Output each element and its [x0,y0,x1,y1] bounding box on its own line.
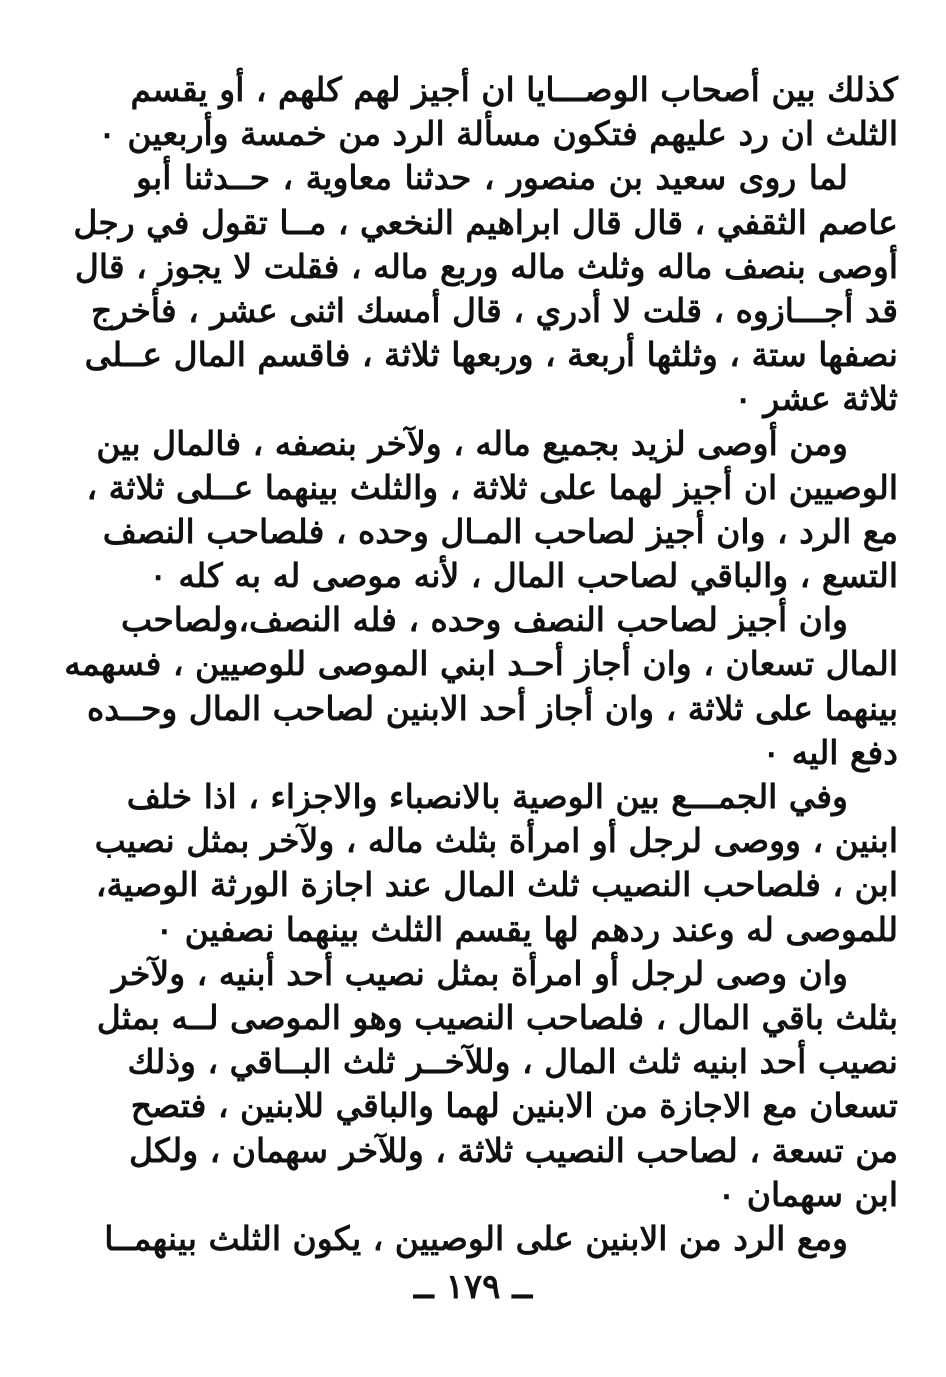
text-line: لما روى سعيد بن منصور ، حدثنا معاوية ، حــدثنا أبو [136,158,848,198]
text-line: الثلث ان رد عليهم فتكون مسألة الرد من خمسة وأربعين ٠ [98,114,898,154]
text-line: ثلاثة عشر ٠ [734,379,898,419]
text-line: ابن سهمان ٠ [717,1174,898,1214]
body-text [64,68,898,1261]
text-line: نصيب أحد ابنيه ثلث المال ، وللآخــر ثلث البــاقي ، وذلك [127,1042,898,1082]
text-line: ابن ، فلصاحب النصيب ثلث المال عند اجازة الورثة الوصية، [95,865,898,905]
text-line: من تسعة ، لصاحب النصيب ثلاثة ، وللآخر سهمان ، ولكل [128,1130,898,1170]
text-line: المال تسعان ، وان أجاز أحـد ابني الموصى للوصيين ، فسهمه [64,644,898,684]
text-line: مع الرد ، وان أجيز لصاحب المـال وحده ، فلصاحب النصف [102,511,898,551]
text-line: الوصيين ان أجيز لهما على ثلاثة ، والثلث بينهما عــلى ثلاثة ، [86,467,898,507]
text-line: قد أجـــازوه ، قلت لا أدري ، قال أمسك اثنى عشر ، فأخرج [90,290,898,330]
paragraph [94,775,898,952]
paragraph [98,68,898,156]
text-line: وفي الجمـــع بين الوصية بالانصباء والاجزاء ، اذا خلف [126,777,848,816]
paragraph [104,1217,898,1261]
paragraph [73,156,898,421]
paragraph [96,952,898,1217]
paragraph [64,598,898,775]
text-line: وان وصى لرجل أو امرأة بمثل نصيب أحد أبنيه ، ولآخر [111,953,848,993]
text-line: ابنين ، ووصى لرجل أو امرأة بثلث ماله ، ولآخر بمثل نصيب [94,821,898,861]
text-line: ومن أوصى لزيد بجميع ماله ، ولآخر بنصفه ، فالمال بين [96,423,848,463]
text-line: تسعان مع الاجازة من الابنين لهما والباقي للابنين ، فتصح [130,1086,898,1126]
text-line: وان أجيز لصاحب النصف وحده ، فله النصف،ولصاحب [120,600,848,640]
text-line: ومع الرد من الابنين على الوصيين ، يكون الثلث بينهمــا [104,1218,848,1258]
text-line: أوصى بنصف ماله وثلث ماله وربع ماله ، فقلت لا يجوز ، قال [74,246,898,286]
text-line: بينهما على ثلاثة ، وان أجاز أحد الابنين لصاحب المال وحــده [87,688,898,728]
page-number: ــ ١٧٩ ــ [413,1267,533,1307]
text-line: للموصى له وعند ردهم لها يقسم الثلث بينهما نصفين ٠ [155,909,898,949]
text-line: بثلث باقي المال ، فلصاحب النصيب وهو الموصى لــه بمثل [96,997,898,1037]
text-line: نصفها ستة ، وثلثها أربعة ، وربعها ثلاثة ، فاقسم المال عــلى [84,335,898,375]
text-line: عاصم الثقفي ، قال قال ابراهيم النخعي ، مــا تقول في رجل [73,202,898,242]
text-line: دفع اليه ٠ [762,732,898,772]
text-line: كذلك بين أصحاب الوصـــايا ان أجيز لهم كلهم ، أو يقسم [130,70,898,109]
paragraph [86,422,898,599]
text-line: التسع ، والباقي لصاحب المال ، لأنه موصى له به كله ٠ [149,556,898,596]
